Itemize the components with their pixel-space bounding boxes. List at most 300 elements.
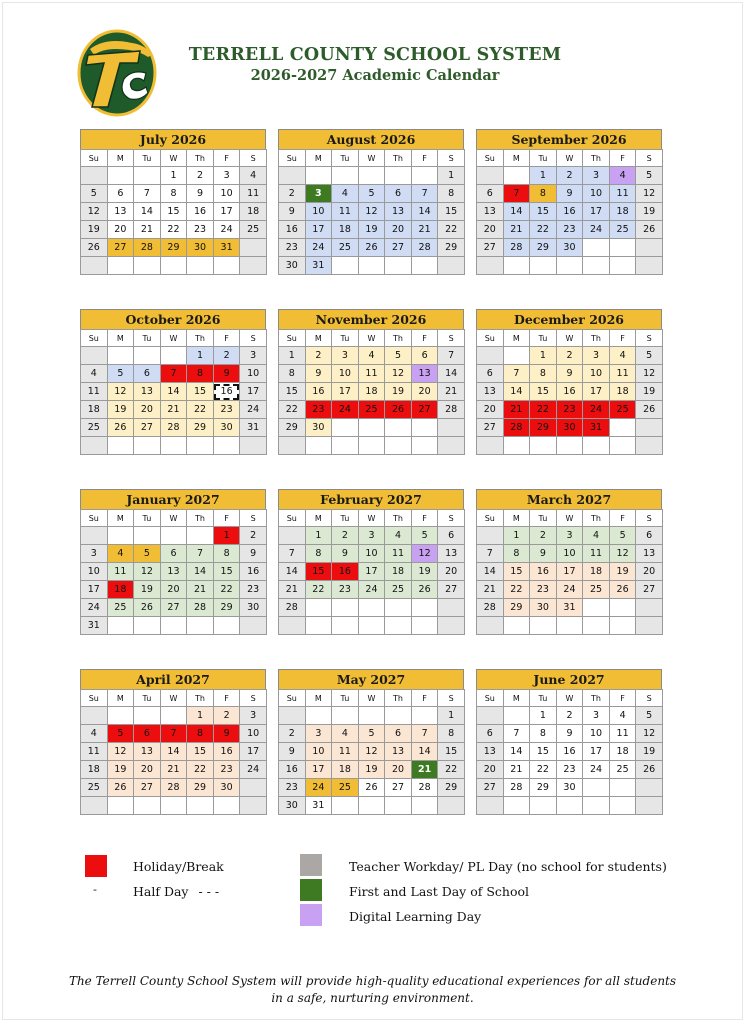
calendar-empty-cell — [213, 437, 240, 455]
week-row — [81, 563, 267, 581]
calendar-day: 25 — [385, 581, 412, 599]
calendar-empty-cell — [107, 437, 134, 455]
calendar-day: 10 — [240, 365, 267, 383]
calendar-day: 16 — [332, 563, 359, 581]
calendar-day: 9 — [556, 365, 583, 383]
calendar-day: 17 — [240, 743, 267, 761]
weekday-header: W — [358, 150, 385, 167]
calendar-day: 11 — [609, 185, 636, 203]
weekday-header: M — [107, 330, 134, 347]
legend-teacher-workday: Teacher Workday/ PL Day (no school for students) — [349, 859, 667, 874]
week-row — [477, 761, 663, 779]
calendar-day: 27 — [385, 239, 412, 257]
calendar-day: 21 — [187, 581, 214, 599]
weekday-header: M — [305, 150, 332, 167]
month-table — [278, 149, 465, 275]
weekday-header: Th — [187, 690, 214, 707]
week-row — [279, 401, 465, 419]
calendar-day: 7 — [160, 725, 187, 743]
calendar-day: 22 — [438, 761, 465, 779]
week-row — [279, 437, 465, 455]
weekday-header: Su — [279, 510, 306, 527]
calendar-empty-cell — [385, 707, 412, 725]
calendar-empty-cell — [240, 239, 267, 257]
week-row — [81, 383, 267, 401]
month-table — [80, 329, 267, 455]
calendar-day: 22 — [530, 221, 557, 239]
calendar-day: 29 — [438, 779, 465, 797]
weekday-header: Th — [583, 330, 610, 347]
calendar-day: 14 — [134, 203, 161, 221]
month-title: March 2027 — [476, 489, 662, 509]
calendar-day: 21 — [160, 761, 187, 779]
month-table — [476, 329, 663, 455]
calendar-empty-cell — [213, 797, 240, 815]
calendar-day: 18 — [107, 581, 134, 599]
calendar-empty-cell — [134, 707, 161, 725]
week-row — [477, 257, 663, 275]
calendar-day: 16 — [556, 743, 583, 761]
calendar-day: 3 — [213, 167, 240, 185]
calendar-day: 20 — [411, 383, 438, 401]
calendar-empty-cell — [160, 707, 187, 725]
calendar-day: 16 — [556, 203, 583, 221]
calendar-empty-cell — [305, 599, 332, 617]
calendar-day: 5 — [134, 545, 161, 563]
calendar-empty-cell — [609, 617, 636, 635]
calendar-day: 25 — [332, 239, 359, 257]
calendar-empty-cell — [160, 527, 187, 545]
calendar-day: 5 — [107, 725, 134, 743]
calendar-day: 11 — [385, 545, 412, 563]
calendar-day: 28 — [187, 599, 214, 617]
month-calendar — [476, 309, 662, 455]
calendar-day: 6 — [385, 185, 412, 203]
calendar-day: 8 — [503, 545, 530, 563]
calendar-empty-cell — [279, 437, 306, 455]
week-row — [279, 617, 465, 635]
calendar-day: 20 — [636, 563, 663, 581]
week-row — [279, 707, 465, 725]
calendar-day: 24 — [358, 581, 385, 599]
calendar-day: 13 — [477, 203, 504, 221]
calendar-day: 13 — [411, 365, 438, 383]
week-row — [477, 797, 663, 815]
calendar-empty-cell — [411, 257, 438, 275]
calendar-empty-cell — [503, 707, 530, 725]
calendar-day: 30 — [213, 419, 240, 437]
calendar-day: 23 — [240, 581, 267, 599]
calendar-day: 3 — [240, 347, 267, 365]
calendar-day: 11 — [609, 725, 636, 743]
calendar-empty-cell — [160, 347, 187, 365]
calendar-day: 11 — [240, 185, 267, 203]
weekday-header: F — [213, 330, 240, 347]
calendar-empty-cell — [332, 797, 359, 815]
calendar-day: 14 — [411, 203, 438, 221]
calendar-day: 14 — [160, 743, 187, 761]
calendar-day: 30 — [240, 599, 267, 617]
calendar-empty-cell — [107, 797, 134, 815]
calendar-empty-cell — [411, 167, 438, 185]
week-row — [477, 437, 663, 455]
page-subtitle: 2026-2027 Academic Calendar — [250, 67, 500, 84]
calendar-day: 31 — [81, 617, 108, 635]
calendar-empty-cell — [187, 527, 214, 545]
calendar-day: 25 — [609, 761, 636, 779]
calendar-day: 3 — [305, 185, 332, 203]
calendar-day: 24 — [240, 761, 267, 779]
calendar-day: 3 — [583, 707, 610, 725]
calendar-day: 6 — [438, 527, 465, 545]
calendar-day: 1 — [279, 347, 306, 365]
weekday-header: M — [107, 510, 134, 527]
calendar-day: 23 — [556, 761, 583, 779]
legend-half-day-label: Half Day — [133, 884, 189, 899]
calendar-day: 14 — [503, 383, 530, 401]
calendar-empty-cell — [134, 617, 161, 635]
week-row — [477, 545, 663, 563]
calendar-day: 27 — [438, 581, 465, 599]
week-row — [477, 599, 663, 617]
calendar-day: 24 — [583, 761, 610, 779]
calendar-day: 17 — [583, 383, 610, 401]
calendar-day: 8 — [530, 725, 557, 743]
calendar-day: 18 — [609, 383, 636, 401]
calendar-day: 15 — [530, 743, 557, 761]
calendar-day: 11 — [332, 203, 359, 221]
calendar-day: 25 — [81, 419, 108, 437]
week-row — [81, 743, 267, 761]
calendar-day: 24 — [332, 401, 359, 419]
month-table — [476, 689, 663, 815]
weekday-header: F — [609, 150, 636, 167]
calendar-day: 17 — [583, 743, 610, 761]
weekday-header: Tu — [134, 510, 161, 527]
calendar-day: 15 — [305, 563, 332, 581]
weekday-header: M — [305, 690, 332, 707]
calendar-day: 28 — [279, 599, 306, 617]
calendar-day: 21 — [503, 761, 530, 779]
weekday-header: Tu — [332, 330, 359, 347]
calendar-empty-cell — [81, 527, 108, 545]
week-row — [81, 167, 267, 185]
calendar-day: 18 — [583, 563, 610, 581]
calendar-day: 27 — [477, 779, 504, 797]
weekday-header: W — [160, 330, 187, 347]
calendar-day: 4 — [609, 707, 636, 725]
calendar-day: 6 — [477, 185, 504, 203]
calendar-day: 28 — [438, 401, 465, 419]
month-table — [80, 509, 267, 635]
calendar-empty-cell — [385, 617, 412, 635]
calendar-empty-cell — [636, 419, 663, 437]
calendar-day: 9 — [279, 203, 306, 221]
weekday-header: Th — [385, 510, 412, 527]
weekday-header: Su — [477, 330, 504, 347]
weekday-header: S — [438, 330, 465, 347]
calendar-day: 18 — [332, 221, 359, 239]
calendar-day: 15 — [438, 203, 465, 221]
week-row — [279, 527, 465, 545]
calendar-day: 12 — [609, 545, 636, 563]
calendar-day: 20 — [107, 221, 134, 239]
page-title: TERRELL COUNTY SCHOOL SYSTEM — [188, 45, 562, 65]
month-title: November 2026 — [278, 309, 464, 329]
weekday-header: Th — [187, 150, 214, 167]
calendar-day: 17 — [332, 383, 359, 401]
calendar-day: 13 — [134, 383, 161, 401]
weekday-header: F — [411, 150, 438, 167]
calendar-day: 7 — [187, 545, 214, 563]
calendar-empty-cell — [385, 599, 412, 617]
week-row — [279, 599, 465, 617]
calendar-day: 15 — [530, 383, 557, 401]
calendar-day: 9 — [530, 545, 557, 563]
weekday-header: Th — [385, 690, 412, 707]
weekday-header: W — [556, 150, 583, 167]
calendar-day: 27 — [134, 419, 161, 437]
calendar-day: 23 — [556, 221, 583, 239]
calendar-day: 23 — [530, 581, 557, 599]
calendar-day: 20 — [477, 221, 504, 239]
calendar-empty-cell — [636, 239, 663, 257]
calendar-day: 25 — [107, 599, 134, 617]
calendar-day: 4 — [240, 167, 267, 185]
calendar-day: 20 — [134, 761, 161, 779]
calendar-day: 5 — [636, 167, 663, 185]
calendar-day: 19 — [636, 743, 663, 761]
calendar-day: 31 — [240, 419, 267, 437]
week-row — [279, 257, 465, 275]
calendar-day: 1 — [530, 347, 557, 365]
calendar-day: 30 — [213, 779, 240, 797]
weekday-header: Th — [583, 510, 610, 527]
calendar-empty-cell — [187, 257, 214, 275]
calendar-day: 16 — [213, 743, 240, 761]
calendar-day: 12 — [358, 203, 385, 221]
week-row — [81, 203, 267, 221]
weekday-header: Th — [583, 690, 610, 707]
calendar-empty-cell — [332, 437, 359, 455]
weekday-header: Tu — [530, 150, 557, 167]
calendar-day: 4 — [583, 527, 610, 545]
weekday-header: Su — [81, 150, 108, 167]
calendar-empty-cell — [81, 257, 108, 275]
week-row — [279, 221, 465, 239]
calendar-empty-cell — [477, 527, 504, 545]
calendar-empty-cell — [583, 599, 610, 617]
calendar-empty-cell — [107, 257, 134, 275]
week-row — [279, 203, 465, 221]
calendar-day: 12 — [358, 743, 385, 761]
calendar-day: 8 — [530, 185, 557, 203]
calendar-day: 6 — [160, 545, 187, 563]
calendar-day: 19 — [385, 383, 412, 401]
week-row — [477, 347, 663, 365]
calendar-day: 27 — [477, 419, 504, 437]
weekday-header: W — [556, 690, 583, 707]
calendar-day: 30 — [305, 419, 332, 437]
week-row — [81, 797, 267, 815]
calendar-day: 24 — [583, 401, 610, 419]
calendar-empty-cell — [240, 797, 267, 815]
calendar-empty-cell — [636, 797, 663, 815]
calendar-empty-cell — [107, 347, 134, 365]
calendar-empty-cell — [358, 797, 385, 815]
weekday-header: M — [305, 330, 332, 347]
week-row — [81, 761, 267, 779]
calendar-day: 1 — [530, 167, 557, 185]
calendar-empty-cell — [81, 797, 108, 815]
week-row — [477, 617, 663, 635]
calendar-day: 2 — [556, 167, 583, 185]
calendar-empty-cell — [160, 257, 187, 275]
calendar-day: 27 — [636, 581, 663, 599]
week-row — [477, 581, 663, 599]
calendar-day: 2 — [279, 185, 306, 203]
calendar-day: 26 — [134, 599, 161, 617]
weekday-header: Tu — [134, 150, 161, 167]
calendar-empty-cell — [636, 437, 663, 455]
calendar-empty-cell — [385, 419, 412, 437]
calendar-empty-cell — [358, 419, 385, 437]
calendar-empty-cell — [477, 707, 504, 725]
weekday-header: M — [503, 690, 530, 707]
calendar-day: 1 — [305, 527, 332, 545]
calendar-empty-cell — [385, 167, 412, 185]
calendar-day: 16 — [240, 563, 267, 581]
calendar-day: 4 — [358, 347, 385, 365]
calendar-day: 28 — [411, 239, 438, 257]
week-row — [81, 221, 267, 239]
legend-first-last: First and Last Day of School — [349, 884, 529, 899]
calendar-day: 23 — [187, 221, 214, 239]
calendar-day: 15 — [530, 203, 557, 221]
week-row — [81, 581, 267, 599]
calendar-day: 26 — [411, 581, 438, 599]
month-title: January 2027 — [80, 489, 266, 509]
calendar-day: 29 — [279, 419, 306, 437]
calendar-day: 20 — [385, 761, 412, 779]
calendar-day: 25 — [240, 221, 267, 239]
calendar-empty-cell — [305, 707, 332, 725]
calendar-day: 13 — [636, 545, 663, 563]
calendar-day: 13 — [160, 563, 187, 581]
calendar-day: 3 — [305, 725, 332, 743]
weekday-header: Tu — [332, 690, 359, 707]
calendar-empty-cell — [332, 599, 359, 617]
mission-statement — [50, 973, 695, 1007]
calendar-day: 24 — [556, 581, 583, 599]
week-row — [279, 419, 465, 437]
calendar-day: 18 — [332, 761, 359, 779]
calendar-empty-cell — [358, 257, 385, 275]
weekday-header: S — [636, 510, 663, 527]
calendar-day: 9 — [556, 725, 583, 743]
month-calendar — [80, 669, 266, 815]
weekday-header: F — [609, 510, 636, 527]
calendar-day: 23 — [279, 239, 306, 257]
calendar-day: 22 — [279, 401, 306, 419]
calendar-day: 20 — [160, 581, 187, 599]
week-row — [477, 563, 663, 581]
month-title: June 2027 — [476, 669, 662, 689]
calendar-empty-cell — [160, 797, 187, 815]
weekday-header: Su — [81, 690, 108, 707]
calendar-day: 4 — [107, 545, 134, 563]
weekday-header: S — [636, 690, 663, 707]
calendar-day: 21 — [503, 221, 530, 239]
calendar-day: 2 — [556, 347, 583, 365]
calendar-day: 27 — [477, 239, 504, 257]
calendar-day: 21 — [438, 383, 465, 401]
legend-holiday: Holiday/Break — [133, 859, 224, 874]
calendar-empty-cell — [636, 257, 663, 275]
weekday-header: Th — [187, 510, 214, 527]
calendar-day: 18 — [81, 401, 108, 419]
calendar-day: 28 — [160, 419, 187, 437]
calendar-day: 29 — [213, 599, 240, 617]
calendar-day: 14 — [438, 365, 465, 383]
week-row — [279, 239, 465, 257]
weekday-header: Tu — [332, 510, 359, 527]
calendar-day: 11 — [107, 563, 134, 581]
calendar-day: 24 — [213, 221, 240, 239]
week-row — [477, 167, 663, 185]
calendar-day: 7 — [438, 347, 465, 365]
week-row — [81, 527, 267, 545]
calendar-day: 19 — [81, 221, 108, 239]
calendar-day: 26 — [636, 761, 663, 779]
calendar-day: 30 — [556, 779, 583, 797]
calendar-day: 2 — [530, 527, 557, 545]
calendar-day: 5 — [385, 347, 412, 365]
calendar-day: 2 — [305, 347, 332, 365]
calendar-day: 9 — [305, 365, 332, 383]
calendar-day: 1 — [503, 527, 530, 545]
calendar-day: 20 — [134, 401, 161, 419]
calendar-empty-cell — [438, 419, 465, 437]
calendar-day: 10 — [556, 545, 583, 563]
calendar-day: 23 — [213, 401, 240, 419]
calendar-empty-cell — [583, 257, 610, 275]
calendar-empty-cell — [160, 617, 187, 635]
week-row — [81, 437, 267, 455]
calendar-empty-cell — [279, 617, 306, 635]
weekday-header: Tu — [530, 510, 557, 527]
calendar-day: 3 — [583, 347, 610, 365]
calendar-day: 3 — [332, 347, 359, 365]
teacher-workday-swatch — [300, 854, 322, 876]
calendar-empty-cell — [279, 707, 306, 725]
calendar-day: 20 — [477, 401, 504, 419]
calendar-day: 2 — [279, 725, 306, 743]
calendar-day: 30 — [279, 797, 306, 815]
calendar-day: 2 — [213, 707, 240, 725]
calendar-day: 13 — [385, 203, 412, 221]
weekday-header: Th — [385, 150, 412, 167]
calendar-day: 12 — [134, 563, 161, 581]
calendar-empty-cell — [503, 797, 530, 815]
calendar-day: 12 — [636, 185, 663, 203]
calendar-empty-cell — [583, 797, 610, 815]
calendar-day: 22 — [187, 401, 214, 419]
calendar-empty-cell — [411, 797, 438, 815]
weekday-header: Su — [81, 330, 108, 347]
calendar-day: 31 — [305, 257, 332, 275]
calendar-day: 24 — [81, 599, 108, 617]
